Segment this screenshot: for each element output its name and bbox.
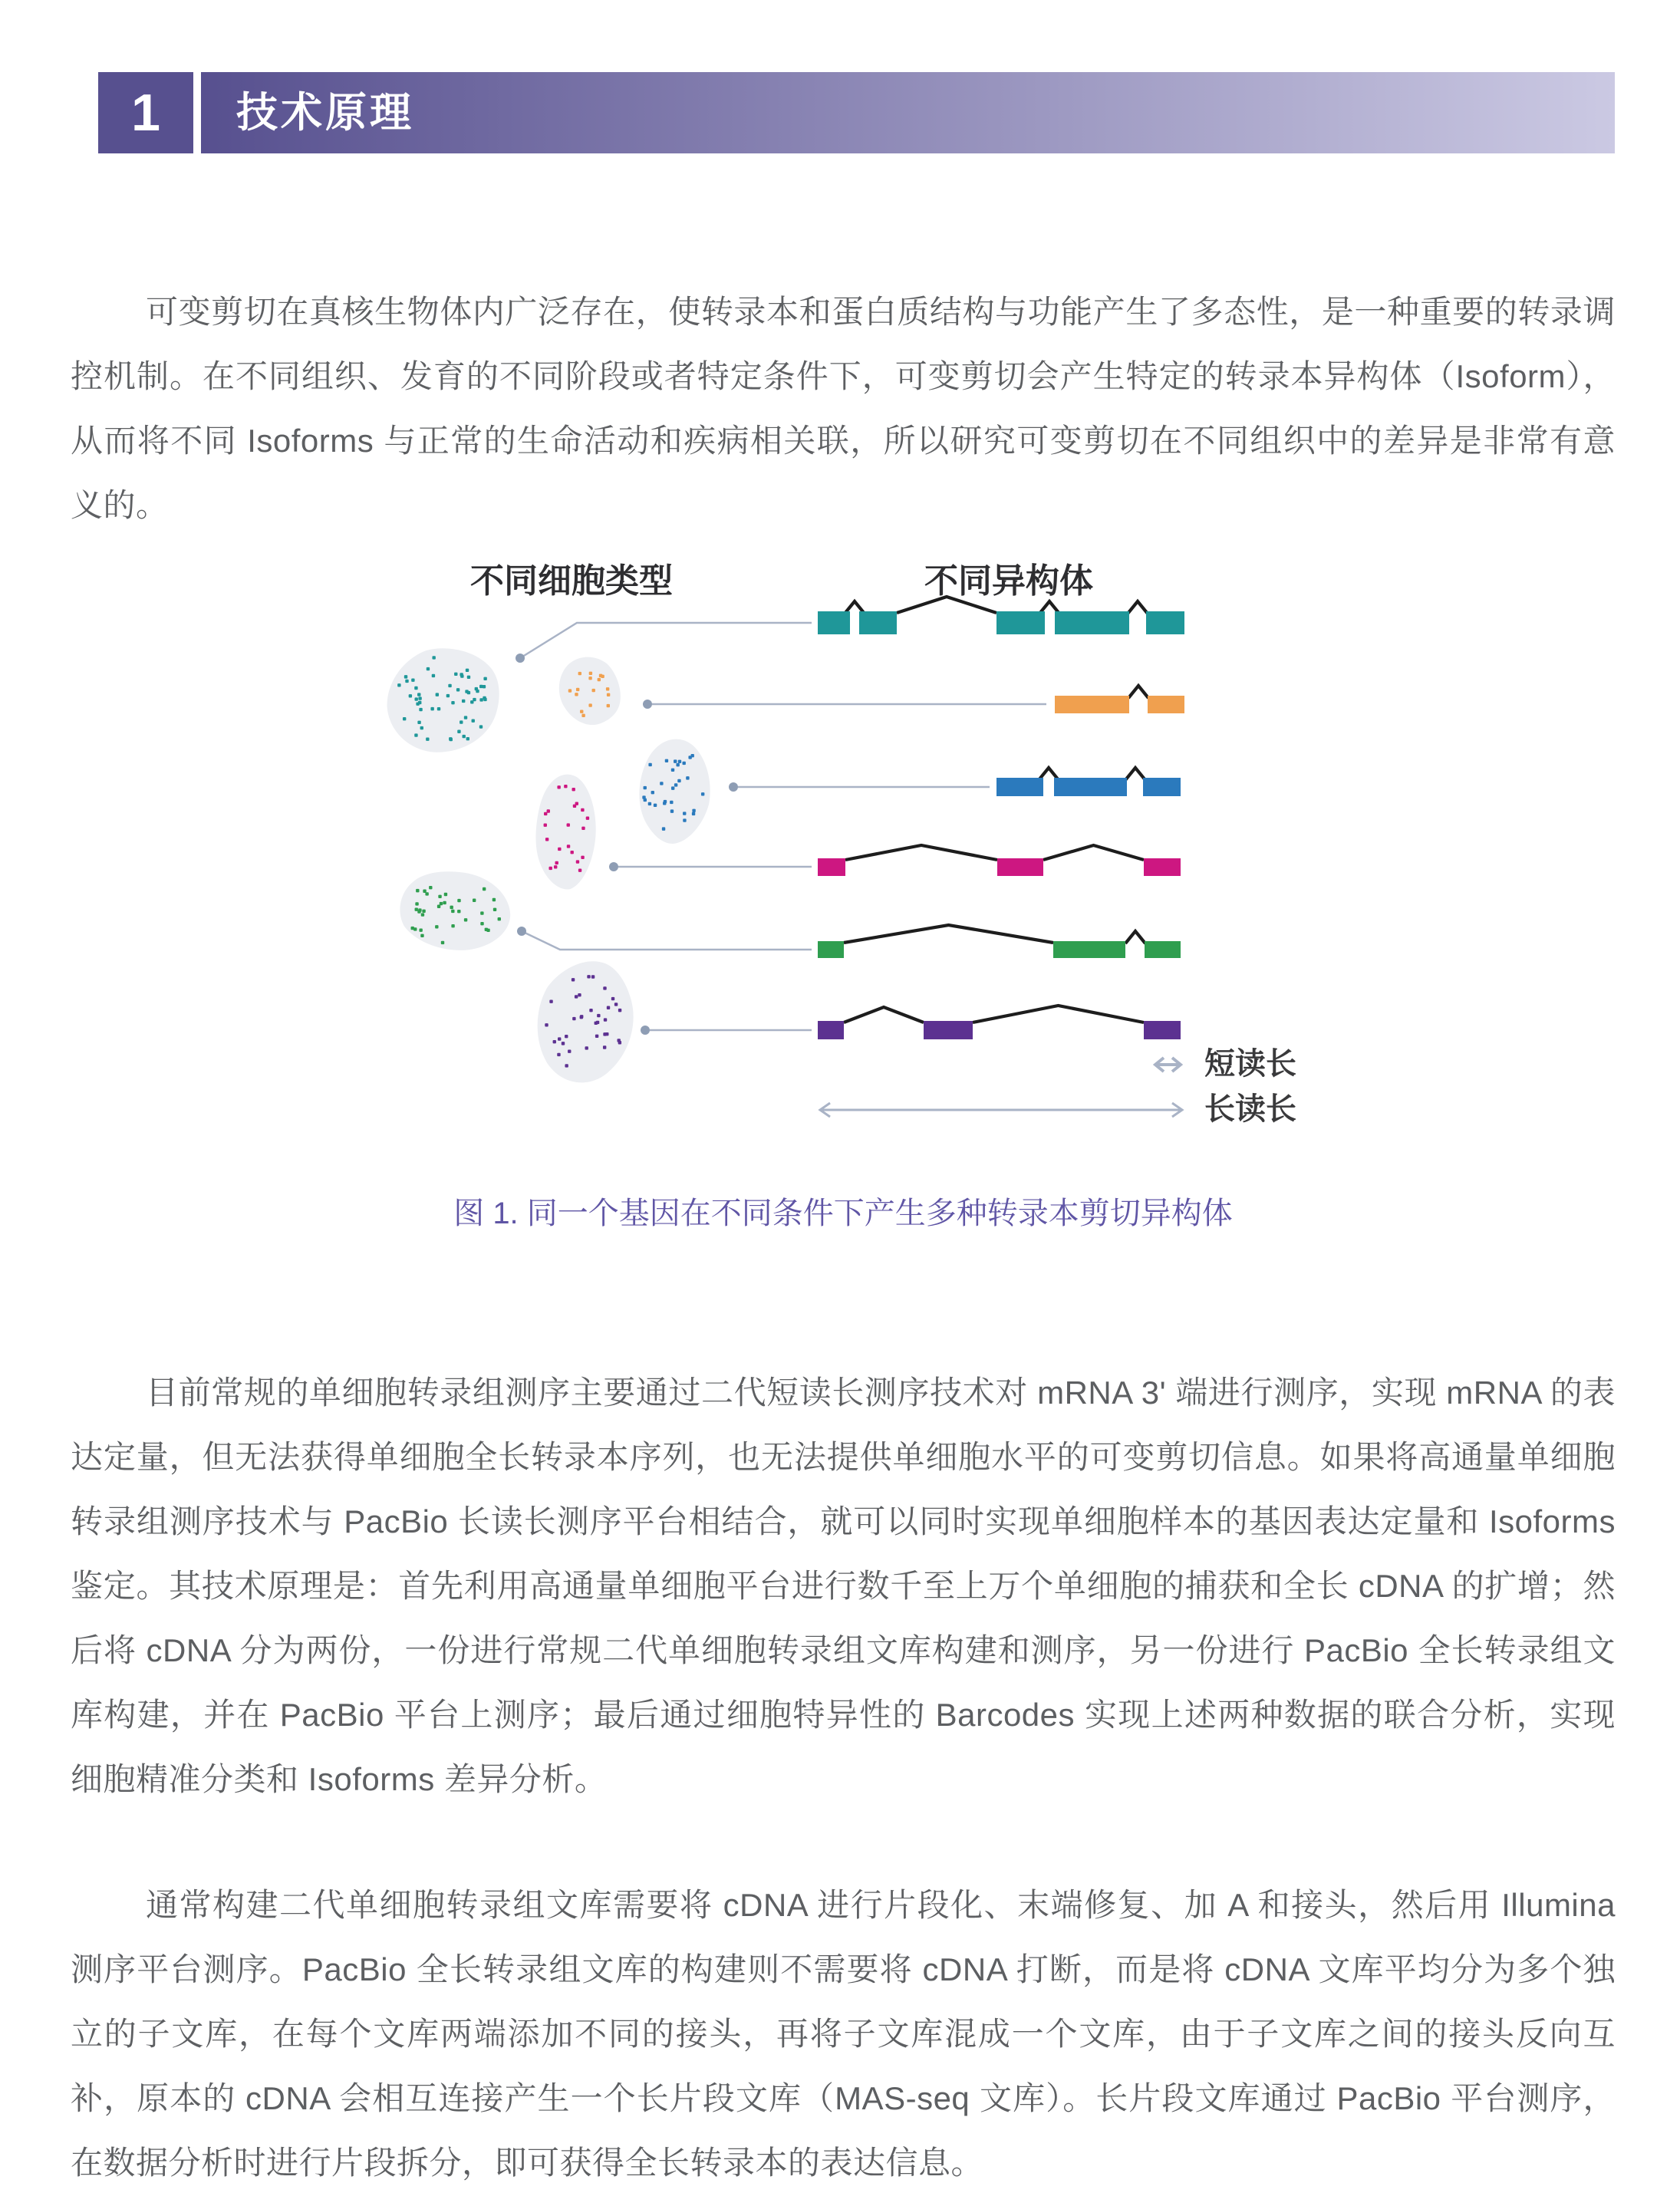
exon-block	[1144, 858, 1181, 876]
cell-dot	[565, 1035, 568, 1038]
cell-dot	[438, 895, 441, 898]
short-read-arrow-icon	[1155, 1058, 1181, 1072]
figure-caption: 图 1. 同一个基因在不同条件下产生多种转录本剪切异构体	[453, 1197, 1233, 1230]
splice-junction	[1128, 686, 1148, 698]
cell-dot	[418, 696, 421, 700]
cell-dot	[464, 918, 467, 921]
cell-dot	[562, 1042, 565, 1045]
cell-dot	[592, 689, 595, 692]
cell-dot	[588, 677, 591, 680]
cell-dot	[671, 769, 674, 772]
cell-dot	[595, 1035, 598, 1038]
cell-dot	[580, 1016, 583, 1019]
cell-cluster-3	[623, 721, 726, 860]
cell-dot	[683, 818, 686, 821]
cell-dot	[432, 674, 435, 677]
cell-dot	[426, 738, 429, 741]
cell-dot	[603, 1045, 606, 1049]
cell-dot	[567, 823, 570, 826]
cell-dot	[614, 1003, 618, 1006]
cell-dot	[483, 696, 486, 700]
cell-dot	[568, 689, 572, 692]
cell-dot	[586, 817, 589, 820]
paragraph-1: 可变剪切在真核生物体内广泛存在，使转录本和蛋白质结构与功能产生了多态性，是一种重要的转录调控机制。在不同组织、发育的不同阶段或者特定条件下，可变剪切会产生特定的转录本异构体（Isoform），从而将不同 Isoforms 与正常的生命活动和疾病相关联，所以研究可变剪切在不同组织中的差异是非常有意义的。	[71, 294, 1616, 523]
cell-dot	[465, 690, 468, 693]
cell-dot	[544, 823, 547, 826]
cell-dot	[545, 1023, 548, 1026]
cell-dot	[570, 851, 573, 854]
cell-dot	[454, 673, 457, 676]
leader-line	[520, 623, 812, 658]
cell-dot	[462, 700, 465, 703]
cell-dot	[558, 848, 561, 851]
leader-dot	[516, 654, 525, 663]
leader-dot	[517, 927, 526, 936]
cell-dot	[419, 928, 422, 931]
cell-dot	[446, 694, 450, 697]
cell-dot	[607, 704, 610, 707]
cell-dot	[451, 701, 454, 704]
cell-dot	[557, 785, 560, 789]
section-title: 技术原理	[236, 90, 414, 136]
cell-dot	[683, 812, 686, 815]
cell-dot	[422, 910, 425, 913]
cell-dot	[456, 688, 460, 691]
exon-block	[818, 611, 850, 634]
cell-dot	[405, 680, 408, 683]
isoform-row-4	[609, 845, 1181, 876]
cell-dot	[581, 827, 585, 830]
cell-dot	[572, 978, 575, 981]
leader-dot	[641, 1026, 650, 1035]
cell-dot	[654, 804, 657, 807]
cell-dot	[651, 791, 654, 794]
isoform-row-2	[643, 686, 1184, 713]
cell-dot	[437, 905, 440, 908]
cell-dot	[677, 779, 680, 782]
cell-dot	[591, 975, 595, 978]
cell-dot	[444, 893, 447, 896]
exon-block	[818, 941, 844, 958]
cell-dot	[547, 809, 550, 812]
cell-cluster-6	[522, 947, 648, 1098]
cell-dot	[485, 928, 488, 931]
cell-dot	[581, 808, 584, 812]
cell-dot	[421, 913, 424, 916]
cell-dot	[692, 812, 695, 815]
cell-dot	[548, 867, 552, 870]
cell-dot	[573, 805, 576, 808]
cell-dot	[607, 693, 610, 696]
exon-block	[996, 778, 1043, 796]
paragraph-2: 目前常规的单细胞转录组测序主要通过二代短读长测序技术对 mRNA 3' 端进行测序，实现 mRNA 的表达定量，但无法获得单细胞全长转录本序列，也无法提供单细胞水平的可变剪切信息。如果将高通量单细胞转录组测序技术与 PacBio 长读长测序平台相结合，就可以同时实现单细胞样本的基因表达定量和 Isoforms 鉴定。其技术原理是：首先利用高通量单细胞平台进行数千至上万个单细胞的捕获和全长 cDNA 的扩增；然后将 cDNA 分为两份，一份进行常规二代单细胞转录组文库构建和测序，另一份进行 PacBio 全长转录组文库构建，并在 PacBio 平台上测序；最后通过细胞特异性的 Barcodes 实现上述两种数据的联合分析，实现细胞精准分类和 Isoforms 差异分析。	[71, 1375, 1616, 1797]
cell-dot	[678, 760, 681, 763]
splice-junction	[1043, 845, 1144, 860]
cell-dot	[664, 800, 667, 803]
cell-dot	[564, 785, 567, 788]
cell-dot	[460, 673, 463, 676]
leader-dot	[729, 782, 738, 792]
cell-dot	[671, 786, 674, 789]
cell-dot	[589, 1009, 592, 1012]
cell-dot	[575, 693, 578, 696]
cell-dot	[420, 934, 423, 937]
cell-dot	[597, 1014, 600, 1017]
short-read-label: 短读长	[1204, 1047, 1296, 1081]
exon-block	[1145, 941, 1181, 958]
cell-dot	[648, 763, 651, 766]
cell-dot	[567, 845, 570, 848]
cell-dot	[466, 669, 469, 672]
cell-dot	[607, 1006, 610, 1009]
cell-dot	[676, 763, 679, 766]
cell-dot	[587, 975, 590, 978]
splice-junction	[844, 925, 1053, 943]
cell-dot	[565, 1064, 568, 1067]
splice-junction	[1125, 768, 1145, 780]
cell-dot	[545, 838, 548, 841]
cell-dot	[555, 861, 558, 864]
exon-block	[997, 858, 1043, 876]
cell-dot	[644, 786, 647, 789]
cell-dot	[578, 868, 581, 871]
cell-dot	[414, 733, 417, 736]
long-read-label: 长读长	[1204, 1092, 1296, 1126]
cell-dot	[686, 776, 689, 779]
cell-dot	[558, 1037, 561, 1040]
cell-dot	[417, 693, 420, 696]
cell-dot	[427, 667, 430, 670]
cell-dot	[467, 676, 470, 679]
cell-dot	[470, 700, 473, 703]
cell-dot	[692, 809, 695, 812]
cell-dot	[404, 675, 407, 678]
cell-dot	[432, 656, 435, 659]
cell-dot	[691, 754, 694, 757]
figure-1	[230, 537, 1381, 1151]
cell-dot	[479, 725, 483, 728]
cell-dot	[420, 726, 423, 729]
section-header-bar	[201, 72, 1615, 153]
cell-dot	[415, 902, 418, 905]
leader-line	[522, 931, 812, 950]
cell-dot	[483, 887, 486, 891]
cell-dot	[441, 941, 444, 944]
leader-dot	[643, 700, 652, 709]
cell-dot	[479, 685, 483, 688]
cell-dot	[435, 925, 438, 928]
exon-block	[818, 1021, 844, 1039]
cell-dot	[437, 707, 440, 710]
cell-dot	[581, 856, 584, 859]
cell-dot	[448, 684, 451, 687]
isoform-row-5	[517, 925, 1181, 958]
cell-dot	[611, 997, 614, 1000]
exon-block	[924, 1021, 973, 1039]
cell-dot	[701, 792, 704, 795]
exon-block	[859, 611, 897, 634]
cell-dot	[617, 1039, 620, 1042]
figure-right-title: 不同异构体	[924, 562, 1093, 600]
cell-dot	[557, 1053, 560, 1056]
cell-dot	[581, 714, 585, 717]
figure-left-title: 不同细胞类型	[470, 562, 673, 600]
cell-dot	[411, 927, 414, 930]
cell-dot	[648, 802, 651, 805]
long-read-arrow-icon	[820, 1103, 1182, 1117]
cell-dot	[576, 860, 579, 863]
cell-dot	[660, 782, 663, 785]
exon-block	[1055, 696, 1129, 713]
cell-dot	[479, 698, 483, 701]
cell-dot	[464, 716, 467, 719]
cell-dot	[662, 827, 665, 830]
cell-dot	[460, 720, 463, 723]
cell-dot	[670, 801, 673, 804]
cell-dot	[549, 999, 552, 1003]
exon-block	[1144, 1021, 1181, 1039]
exon-block	[1055, 611, 1129, 634]
cell-dot	[419, 708, 422, 711]
section-number-box	[98, 72, 193, 153]
cell-dot	[457, 899, 460, 902]
cell-dot	[429, 886, 432, 889]
cell-dot	[598, 678, 601, 681]
cell-dot	[416, 889, 419, 892]
cell-dot	[457, 910, 460, 913]
exon-block	[1054, 778, 1127, 796]
cell-dot	[674, 783, 677, 786]
cell-dot	[674, 759, 677, 762]
cell-dot	[414, 686, 417, 690]
cell-dot	[606, 687, 609, 690]
cell-dot	[576, 688, 579, 691]
isoform-row-1	[516, 597, 1184, 663]
cell-dot	[603, 1032, 606, 1036]
cell-dot	[403, 717, 406, 720]
cell-cluster-1	[377, 635, 509, 766]
cell-dot	[483, 677, 486, 680]
cell-dot	[596, 1021, 599, 1024]
cell-dot	[580, 710, 583, 713]
exon-block	[1143, 778, 1181, 796]
splice-junction	[1128, 601, 1148, 614]
cell-dot	[588, 703, 591, 706]
isoform-row-6	[641, 1006, 1181, 1039]
cell-dot	[466, 737, 469, 740]
cell-cluster-4	[528, 752, 604, 910]
isoform-row-3	[729, 768, 1181, 796]
cell-dot	[480, 911, 483, 914]
cell-dot	[430, 707, 433, 710]
cell-dot	[554, 865, 557, 868]
cell-dot	[599, 674, 602, 677]
cell-dot	[425, 892, 428, 895]
cell-dot	[492, 898, 496, 901]
leader-dot	[609, 862, 618, 871]
cell-dot	[493, 908, 496, 911]
cell-dot	[450, 738, 453, 741]
section-number: 1	[131, 84, 160, 142]
cell-dot	[423, 890, 426, 893]
paragraph-3: 通常构建二代单细胞转录组文库需要将 cDNA 进行片段化、末端修复、加 A 和接头，然后用 Illumina 测序平台测序。PacBio 全长转录组文库的构建则不需要将 cDNA 打断，而是将 cDNA 文库平均分为多个独立的子文库，在每个文库两端添加不同的接头，再将子文库混成一个文库，由于子文库之间的接头反向互补，原本的 cDNA 会相互连接产生一个长片段文库（MAS-seq 文库）。长片段文库通过 PacBio 平台测序，在数据分析时进行片段拆分，即可获得全长转录本的表达信息。	[71, 1887, 1616, 2181]
cell-dot	[578, 993, 581, 996]
cell-cluster-5	[390, 866, 521, 955]
cell-dot	[498, 917, 501, 920]
cell-dot	[457, 730, 460, 733]
cell-dot	[443, 901, 446, 904]
cell-dot	[483, 685, 486, 688]
splice-junction	[844, 1007, 924, 1022]
cell-dot	[472, 719, 475, 723]
cell-dot	[451, 924, 454, 927]
cell-dot	[578, 672, 581, 675]
cell-dot	[411, 678, 414, 681]
cell-dot	[397, 683, 400, 686]
cell-dot	[604, 1018, 607, 1021]
cell-dot	[603, 986, 606, 989]
cell-dot	[572, 788, 575, 791]
cell-dot	[544, 812, 547, 815]
cell-dot	[463, 735, 466, 738]
exon-block	[1146, 611, 1184, 634]
cell-dot	[473, 899, 476, 902]
cell-dot	[618, 1009, 621, 1012]
exon-block	[1148, 696, 1184, 713]
cell-dot	[670, 809, 674, 812]
cell-dot	[575, 995, 578, 998]
cell-dot	[589, 672, 592, 675]
cell-dot	[418, 701, 421, 704]
cell-dot	[480, 922, 483, 925]
cell-dot	[644, 798, 647, 802]
cell-dot	[450, 906, 453, 909]
cell-dot	[476, 690, 479, 693]
cell-dot	[409, 694, 412, 697]
cell-dot	[436, 693, 439, 696]
cell-dot	[572, 1017, 575, 1020]
cell-dot	[585, 1046, 588, 1049]
splice-junction	[1125, 931, 1145, 943]
exon-block	[818, 858, 845, 876]
cell-dot	[553, 1040, 556, 1043]
cell-dot	[451, 910, 454, 913]
splice-junction	[973, 1006, 1144, 1022]
exon-block	[996, 611, 1045, 634]
splice-junction	[845, 845, 997, 860]
cell-dot	[415, 697, 418, 700]
cell-dot	[417, 721, 420, 724]
exon-block	[1053, 941, 1125, 958]
figure-1-svg	[230, 537, 1381, 1151]
cell-dot	[568, 1049, 571, 1052]
cell-dot	[665, 759, 668, 762]
cell-dot	[682, 762, 685, 765]
cell-cluster-2	[552, 647, 628, 736]
cell-dot	[417, 910, 420, 913]
